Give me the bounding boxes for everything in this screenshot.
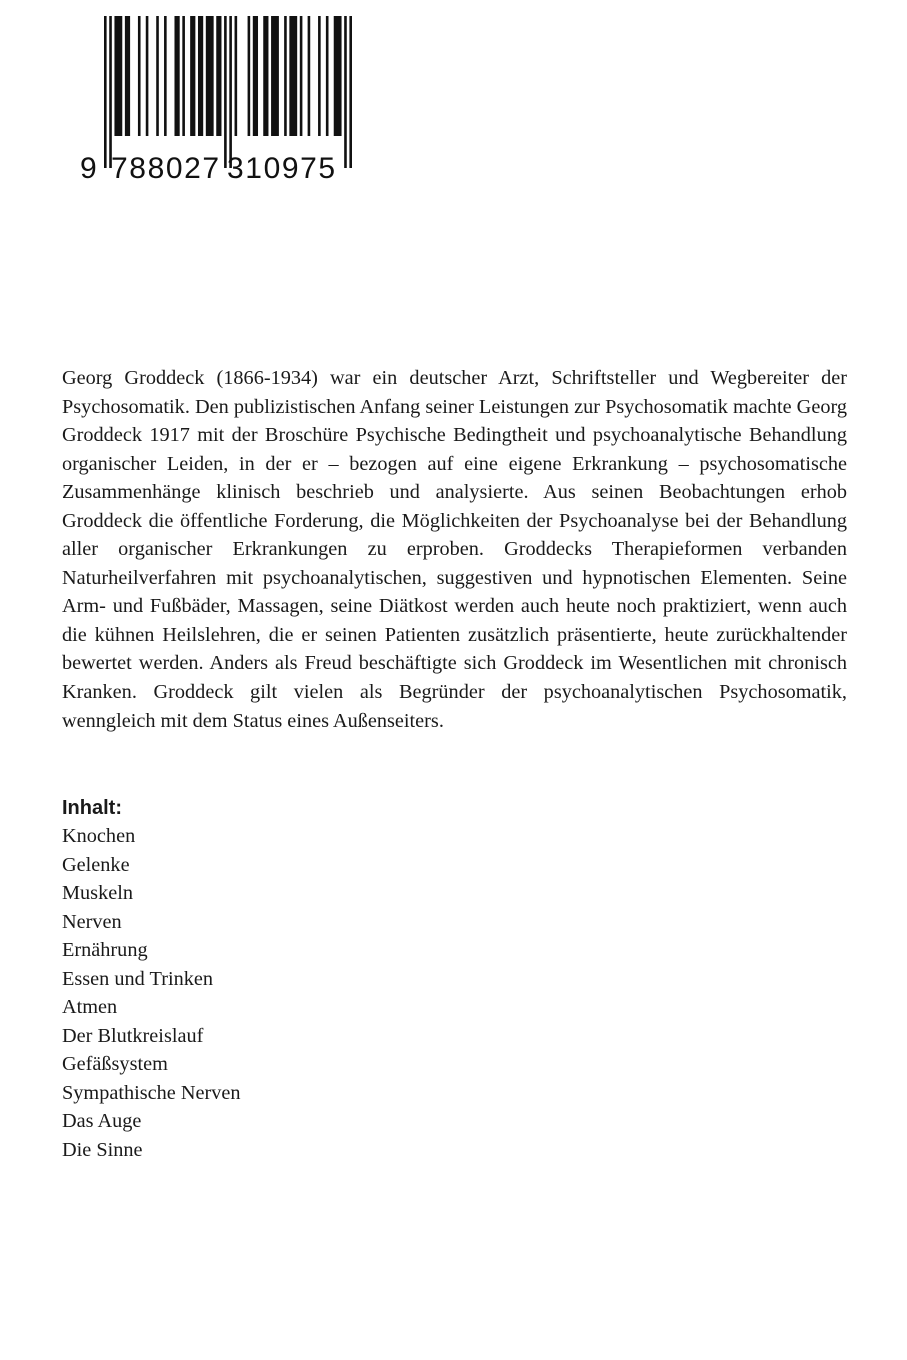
barcode-bar	[190, 16, 195, 136]
barcode-guard-bar	[229, 16, 232, 168]
barcode-bar	[300, 16, 303, 136]
barcode-bar	[114, 16, 122, 136]
contents-item: Sympathische Nerven	[62, 1081, 241, 1104]
contents-item: Das Auge	[62, 1110, 142, 1133]
contents-item: Der Blutkreislauf	[62, 1024, 204, 1047]
contents-item: Nerven	[62, 910, 122, 933]
barcode-bar	[289, 16, 297, 136]
contents-item: Knochen	[62, 825, 136, 847]
barcode-bar	[164, 16, 167, 136]
barcode-bar	[284, 16, 287, 136]
barcode-bar	[334, 16, 342, 136]
barcode-bar	[308, 16, 311, 136]
contents-item: Essen und Trinken	[62, 967, 213, 990]
barcode-bar	[138, 16, 141, 136]
barcode-bar	[206, 16, 214, 136]
barcode-bar	[146, 16, 149, 136]
contents-item: Die Sinne	[62, 1139, 143, 1162]
contents-item: Atmen	[62, 996, 118, 1019]
contents-heading: Inhalt:	[62, 797, 122, 819]
barcode-guard-bar	[104, 16, 107, 168]
barcode-bar	[125, 16, 130, 136]
barcode-bar	[253, 16, 258, 136]
barcode-bar	[156, 16, 159, 136]
barcode-left-digits: 788027	[111, 152, 221, 185]
barcode-guard-bar	[109, 16, 112, 168]
contents-item: Gefäßsystem	[62, 1053, 168, 1076]
barcode-bar	[263, 16, 268, 136]
contents-item: Muskeln	[62, 882, 133, 905]
barcode-bar	[235, 16, 238, 136]
barcode-bar	[271, 16, 279, 136]
contents-item: Gelenke	[62, 853, 130, 876]
contents-item: Ernährung	[62, 939, 148, 962]
barcode-bar	[198, 16, 203, 136]
barcode-bar	[182, 16, 185, 136]
barcode-bar	[326, 16, 329, 136]
barcode-bar	[248, 16, 251, 136]
barcode-bar	[174, 16, 179, 136]
barcode-guard-bar	[224, 16, 227, 168]
contents-list	[62, 822, 241, 1165]
book-description: Georg Groddeck (1866-1934) war ein deutscher Arzt, Schriftsteller und Wegbereiter der Psychosomatik. Den publizistischen Anfang seiner Leistungen zur Psychosomatik machte Georg Groddeck 1917 mit der Broschüre Psychische Bedingtheit und psychoanalytische Behandlung organischer Leiden, in der er – bezogen auf eine eigene Erkrankung – psychosomatische Zusammenhänge klinisch beschrieb und analysierte. Aus seinen Beobachtungen erhob Groddeck die öffentliche Forderung, die Möglichkeiten der Psychoanalyse bei der Behandlung aller organischer Erkrankungen zu erproben. Groddecks Therapieformen verbanden Naturheilverfahren mit psychoanalytischen, suggestiven und hypnotischen Elementen. Seine Arm- und Fußbäder, Massagen, seine Diätkost werden auch heute noch praktiziert, wenn auch die kühnen Heilslehren, die er seinen Patienten zusätzlich präsentierte, heute zurückhaltender bewertet werden. Anders als Freud beschäftigte sich Groddeck im Wesentlichen mit chronisch Kranken. Groddeck gilt vielen als Begründer der psychoanalytischen Psychosomatik, wenngleich mit dem Status eines Außenseiters.	[62, 367, 847, 732]
barcode-bars	[104, 16, 352, 168]
barcode-right-digits: 310975	[227, 152, 337, 185]
barcode-guard-bar	[344, 16, 347, 168]
barcode-bar	[216, 16, 221, 136]
barcode-prefix-digit: 9	[80, 152, 97, 185]
barcode-bar	[318, 16, 321, 136]
barcode-guard-bar	[349, 16, 352, 168]
